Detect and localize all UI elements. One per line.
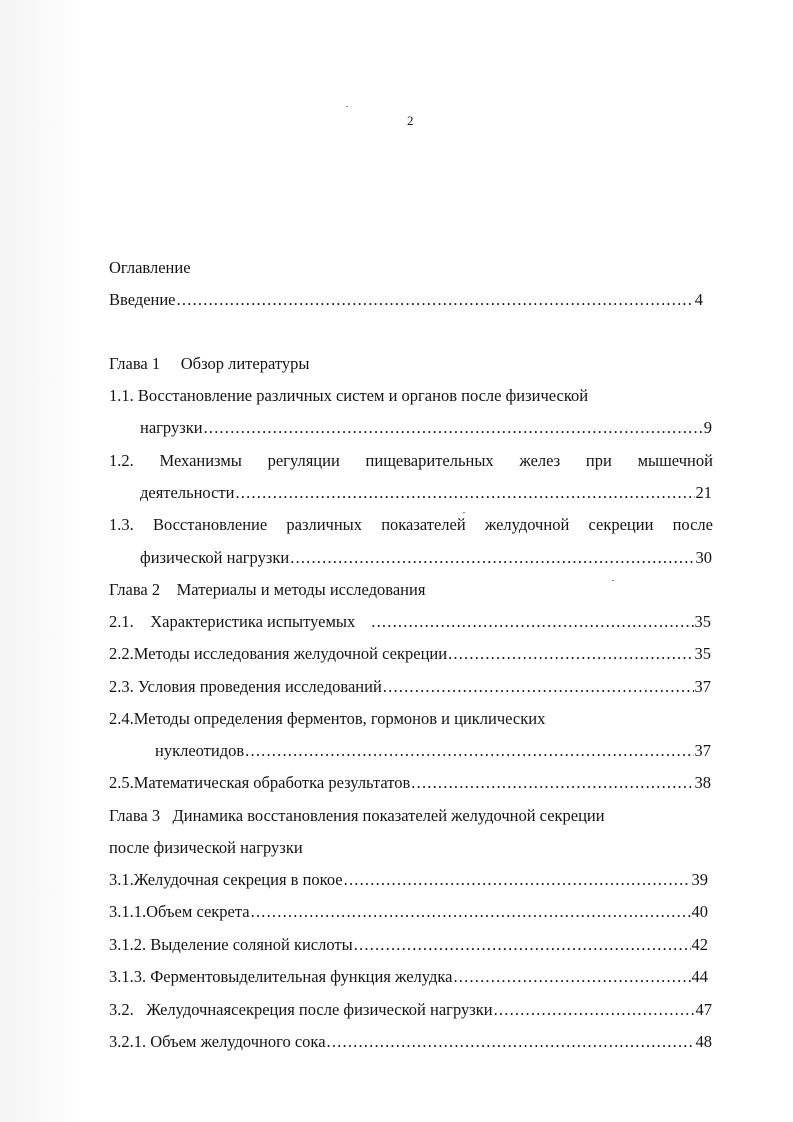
scan-speck: [346, 106, 348, 107]
leader-dots: [344, 870, 691, 890]
leader-dots: [411, 773, 693, 793]
leader-dots: [494, 1000, 695, 1020]
toc-entry-3-1-1: 3.1.1.Объем секрета ..... 40: [109, 902, 708, 922]
toc-entry-page: 42: [691, 935, 708, 954]
scan-speck: [463, 512, 465, 513]
toc-entry-label: Введение: [109, 290, 176, 309]
scan-speck: [612, 580, 614, 581]
toc-entry-page: 9: [703, 418, 712, 437]
toc-entry-page: 40: [691, 902, 708, 921]
toc-entry-3-1: 3.1.Желудочная секреция в покое ..... 39: [109, 870, 708, 890]
leader-dots: [354, 935, 691, 955]
leader-dots: [371, 612, 693, 632]
toc-entry-1-2-line2: деятельности ..... 21: [140, 483, 712, 503]
toc-entry-page: 30: [695, 548, 712, 567]
toc-entry-1-1-line1: 1.1. Восстановление различных систем и органов после физической: [109, 386, 589, 405]
toc-entry-1-1-line2: нагрузки ..... 9: [140, 418, 712, 438]
leader-dots: [251, 902, 691, 922]
toc-entry-page: 21: [695, 483, 712, 502]
page-number: 2: [407, 113, 414, 128]
scan-shadow: [0, 0, 84, 1122]
toc-entry-2-2: 2.2.Методы исследования желудочной секреции ..... 35: [109, 644, 711, 664]
toc-entry-1-2-line1: 1.2. Механизмы регуляции пищеварительных желез при мышечной: [109, 451, 713, 470]
toc-entry-page: 35: [694, 644, 711, 663]
toc-entry-2-3: 2.3. Условия проведения исследований ..... 37: [109, 677, 711, 697]
toc-entry-2-4-line2: нуклеотидов ..... 37: [155, 741, 711, 761]
toc-entry-page: 37: [694, 677, 711, 696]
leader-dots: [290, 548, 694, 568]
leader-dots: [383, 677, 694, 697]
toc-entry-3-1-3: 3.1.3. Ферментовыделительная функция желудка ..... 44: [109, 967, 708, 987]
leader-dots: [245, 741, 693, 761]
chapter-3-heading-line1: Глава 3 Динамика восстановления показателей желудочной секреции: [109, 806, 605, 825]
toc-entry-3-2: 3.2. Желудочнаясекреция после физической нагрузки ..... 47: [109, 1000, 712, 1020]
chapter-1-heading: Глава 1 Обзор литературы: [109, 354, 310, 373]
chapter-2-heading: Глава 2 Материалы и методы исследования: [109, 580, 426, 599]
toc-entry-3-1-2: 3.1.2. Выделение соляной кислоты ..... 42: [109, 935, 708, 955]
leader-dots: [235, 483, 694, 503]
leader-dots: [453, 967, 690, 987]
toc-entry-1-3-line1: 1.3. Восстановление различных показателей желудочной секреции после: [109, 515, 713, 534]
leader-dots: [327, 1032, 695, 1052]
toc-entry-2-5: 2.5.Математическая обработка результатов ..... 38: [109, 773, 711, 793]
toc-entry-page: 38: [694, 773, 711, 792]
leader-dots: [204, 418, 703, 438]
toc-entry-2-4-line1: 2.4.Методы определения ферментов, гормонов и циклических: [109, 709, 546, 728]
toc-entry-page: 39: [691, 870, 708, 889]
leader-dots: [448, 644, 693, 664]
toc-entry-introduction: [109, 290, 703, 310]
toc-title: Оглавление: [109, 258, 191, 277]
toc-entry-page: 35: [694, 612, 711, 631]
toc-entry-page: 44: [691, 967, 708, 986]
leader-dots: [177, 290, 694, 310]
toc-entry-page: 4: [694, 290, 703, 309]
toc-entry-1-3-line2: физической нагрузки ..... 30: [140, 548, 712, 568]
toc-entry-2-1: 2.1. Характеристика испытуемых ..... 35: [109, 612, 711, 632]
toc-entry-3-2-1: 3.2.1. Объем желудочного сока ..... 48: [109, 1032, 712, 1052]
toc-entry-page: 47: [695, 1000, 712, 1019]
toc-entry-page: 48: [695, 1032, 712, 1051]
toc-entry-page: 37: [694, 741, 711, 760]
chapter-3-heading-line2: после физической нагрузки: [109, 838, 303, 857]
